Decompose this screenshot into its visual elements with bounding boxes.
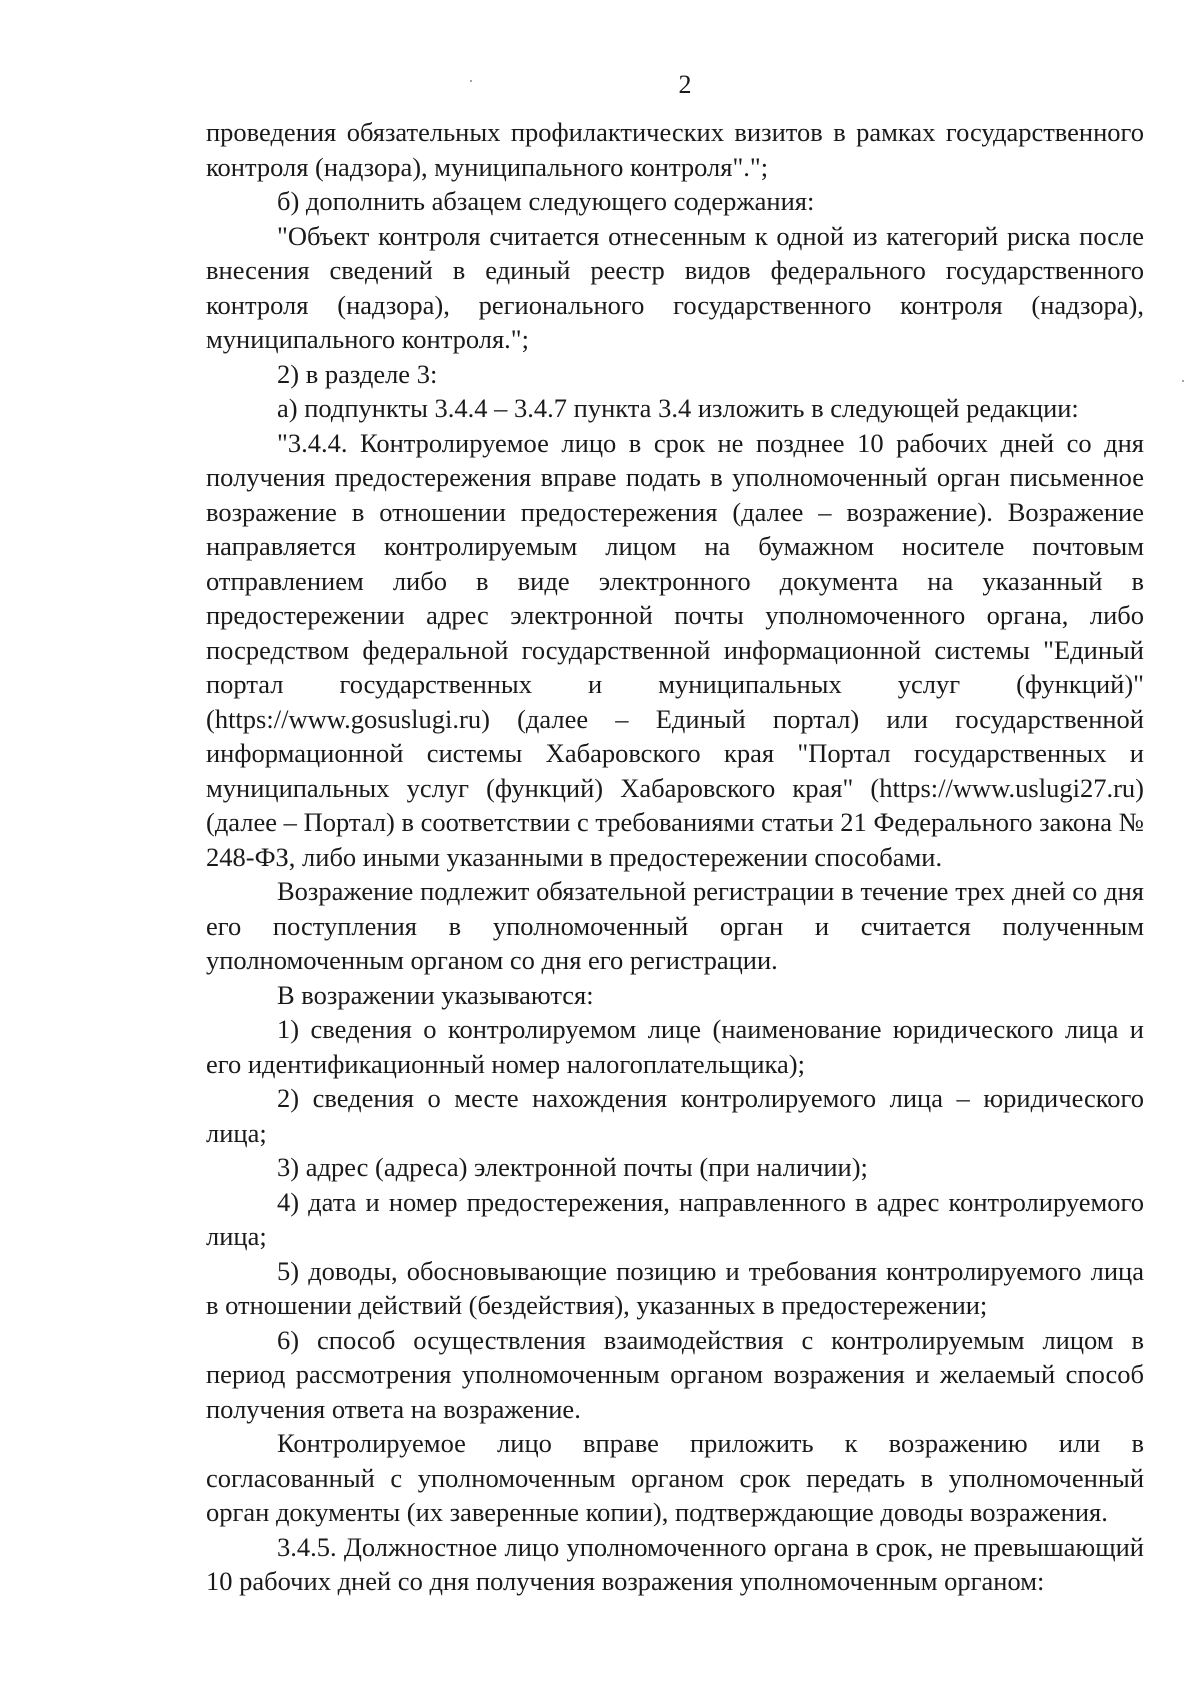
paragraph: 1) сведения о контролируемом лице (наименование юридического лица и его идентификационный номер налогоплательщика); xyxy=(206,1014,1144,1079)
page-number: 2 xyxy=(678,70,692,99)
paragraph: б) дополнить абзацем следующего содержания: xyxy=(277,186,815,216)
paragraph: 6) способ осуществления взаимодействия с контролируемым лицом в период рассмотрения уполномоченным органом возражения и желаемый способ получения ответа на возражение. xyxy=(206,1324,1144,1424)
scan-speck xyxy=(470,80,472,82)
paragraph: Контролируемое лицо вправе приложить к возражению или в согласованный с уполномоченным органом срок передать в уполномоченный орган документы (их заверенные копии), подтверждающие доводы возражения. xyxy=(206,1428,1144,1527)
paragraph: 3) адрес (адреса) электронной почты (при наличии); xyxy=(277,1152,868,1182)
paragraph: Возражение подлежит обязательной регистрации в течение трех дней со дня его поступления в уполномоченный орган и считается полученным уполномоченным органом со дня его регистрации. xyxy=(206,876,1144,975)
paragraph: 2) в разделе 3: xyxy=(277,358,438,389)
paragraph: 3.4.5. Должностное лицо уполномоченного органа в срок, не превышающий 10 рабочих дней со дня получения возражения уполномоченным органом: xyxy=(206,1531,1144,1596)
paragraph: 5) доводы, обосновывающие позицию и требования контролируемого лица в отношении действий (бездействия), указанных в предостережении; xyxy=(206,1255,1144,1320)
scan-speck xyxy=(1182,380,1184,382)
paragraph: а) подпункты 3.4.4 – 3.4.7 пункта 3.4 изложить в следующей редакции: xyxy=(277,393,1079,423)
paragraph: В возражении указываются: xyxy=(277,979,594,1010)
paragraph: 4) дата и номер предостережения, направленного в адрес контролируемого лица; xyxy=(206,1186,1144,1251)
document-body xyxy=(206,115,1144,1599)
paragraph: "Объект контроля считается отнесенным к одной из категорий риска после внесения сведений в единый реестр видов федерального государственного контроля (надзора), регионального государственного контроля (надзора), муниципального контроля."; xyxy=(206,220,1144,354)
paragraph: "3.4.4. Контролируемое лицо в срок не позднее 10 рабочих дней со дня получения предостережения вправе подать в уполномоченный орган письменное возражение в отношении предостережения (далее – возражение). Возражение направляется контролируемым лицом на бумажном носителе почтовым отправлением либо в виде электронного документа на указанный в предостережении адрес электронной почты уполномоченного органа, либо посредством федеральной государственной информационной системы "Единый портал государственных и муниципальных услуг (функций)" (https://www.gosuslugi.ru) (далее – Единый портал) или государственной информационной системы Хабаровского края "Портал государственных и муниципальных услуг (функций) Хабаровского края" (https://www.uslugi27.ru) (далее – Портал) в соответствии с требованиями статьи 21 Федерального закона № 248-ФЗ, либо иными указанными в предостережении способами. xyxy=(206,427,1144,872)
paragraph: 2) сведения о месте нахождения контролируемого лица – юридического лица; xyxy=(206,1083,1144,1148)
paragraph: проведения обязательных профилактических визитов в рамках государственного контроля (надзора), муниципального контроля"."; xyxy=(206,117,1144,182)
